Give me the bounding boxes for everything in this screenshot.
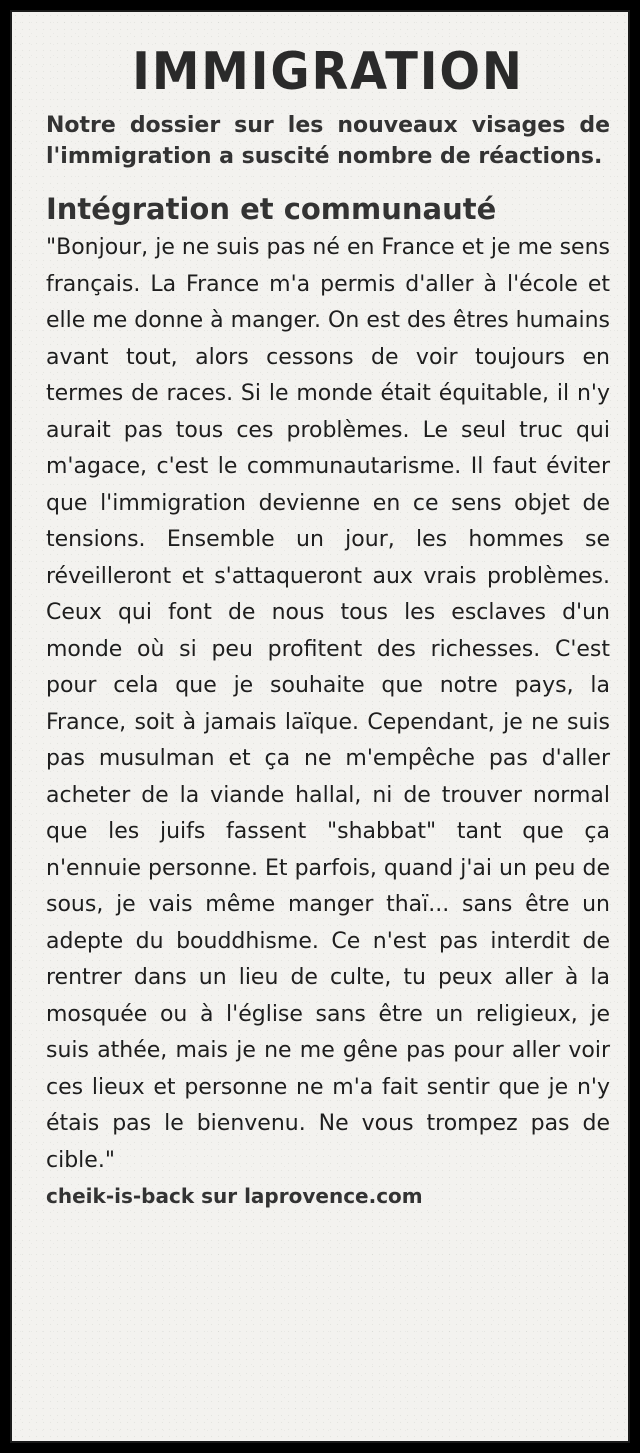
headline: IMMIGRATION xyxy=(132,42,524,102)
intro-text: Notre dossier sur les nouveaux visages de l'immigration a suscité nombre de réactions. xyxy=(46,113,610,169)
newspaper-clipping xyxy=(10,10,630,1443)
reader-letter-body: "Bonjour, je ne suis pas né en France et je me sens français. La France m'a permis d'aller à l'école et elle me donne à manger. On est des êtres humains avant tout, alors cessons de voir toujours en termes de races. Si le monde était équitable, il n'y aurait pas tous ces problèmes. Le seul truc qui m'agace, c'est le communautarisme. Il faut éviter que l'immigration devienne en ce sens objet de tensions. Ensemble un jour, les hommes se réveilleront et s'attaqueront aux vrais problèmes. Ceux qui font de nous tous les esclaves d'un monde où si peu profitent des richesses. C'est pour cela que je souhaite que notre pays, la France, soit à jamais laïque. Cependant, je ne suis pas musulman et ça ne m'empêche pas d'aller acheter de la viande hallal, ni de trouver normal que les juifs fassent "shabbat" tant que ça n'ennuie personne. Et parfois, quand j'ai un peu de sous, je vais même manger thaï... sans être un adepte du bouddhisme. Ce n'est pas interdit de rentrer dans un lieu de culte, tu peux aller à la mosquée ou à l'église sans être un religieux, je suis athée, mais je ne me gêne pas pour aller voir ces lieux et personne ne m'a fait sentir que je n'y étais pas le bienvenu. Ne vous trompez pas de cible." xyxy=(46,235,610,1173)
author-signature: cheik-is-back sur laprovence.com xyxy=(46,1184,423,1208)
section-subhead: Intégration et communauté xyxy=(46,192,497,226)
